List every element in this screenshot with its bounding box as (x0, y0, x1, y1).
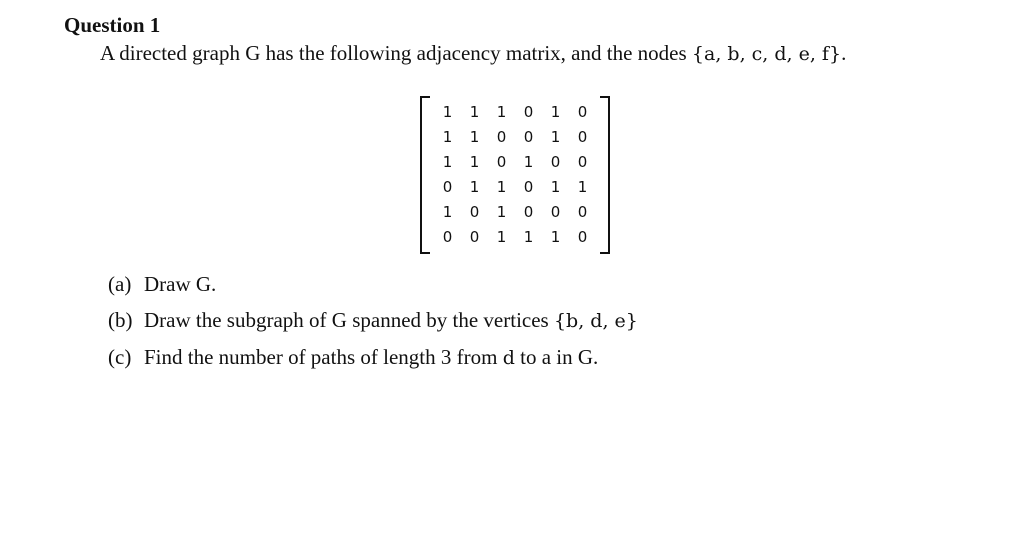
matrix-cell: 0 (442, 178, 453, 196)
matrix-cell: 1 (442, 103, 453, 121)
matrix-cell: 1 (550, 103, 561, 121)
matrix-cell: 0 (577, 153, 588, 171)
question-title: Question 1 (64, 13, 161, 37)
part-label: (b) (108, 308, 133, 332)
question-part (108, 339, 638, 376)
part-text: Draw G. (144, 272, 217, 296)
question-part (108, 266, 638, 302)
question-intro (100, 40, 846, 67)
matrix-right-bracket (600, 96, 610, 254)
matrix-cell: 0 (496, 153, 507, 171)
part-label: (a) (108, 272, 132, 296)
matrix-cell: 1 (469, 153, 480, 171)
part-text: Find the number of paths of length 3 from (144, 345, 503, 369)
matrix-cell: 0 (577, 203, 588, 221)
question-parts (108, 266, 638, 376)
matrix-cell: 1 (469, 103, 480, 121)
matrix-cell: 1 (496, 203, 507, 221)
matrix-cell: 1 (523, 153, 534, 171)
matrix-cell: 1 (550, 128, 561, 146)
matrix-cell: 1 (577, 178, 588, 196)
matrix-cell: 0 (550, 203, 561, 221)
question-intro-period: . (841, 41, 847, 65)
matrix-cell: 0 (523, 203, 534, 221)
part-math: d (502, 347, 515, 369)
matrix-cell: 0 (577, 128, 588, 146)
matrix-cell: 0 (523, 128, 534, 146)
part-text: Draw the subgraph of G spanned by the vertices (144, 308, 554, 332)
matrix-cell: 1 (442, 153, 453, 171)
matrix-cell: 1 (442, 203, 453, 221)
question-part (108, 302, 638, 339)
question-intro-text: A directed graph G has the following adjacency matrix, and the nodes (100, 41, 692, 65)
matrix-cell: 1 (550, 178, 561, 196)
matrix-cell: 0 (469, 228, 480, 246)
matrix-cell: 0 (469, 203, 480, 221)
part-text-suffix: to a in G. (514, 345, 599, 369)
matrix-cell: 1 (496, 103, 507, 121)
matrix-cell: 1 (550, 228, 561, 246)
part-label: (c) (108, 345, 132, 369)
matrix-grid (434, 100, 596, 250)
matrix-cell: 0 (550, 153, 561, 171)
node-set: {a, b, c, d, e, f} (691, 43, 842, 65)
matrix-cell: 0 (523, 178, 534, 196)
matrix-left-bracket (420, 96, 430, 254)
matrix-cell: 1 (469, 128, 480, 146)
matrix-cell: 1 (523, 228, 534, 246)
part-math: {b, d, e} (553, 310, 638, 332)
matrix-cell: 1 (496, 228, 507, 246)
matrix-cell: 0 (523, 103, 534, 121)
matrix-cell: 1 (442, 128, 453, 146)
matrix-cell: 0 (442, 228, 453, 246)
matrix-cell: 1 (469, 178, 480, 196)
matrix-cell: 0 (577, 228, 588, 246)
matrix-cell: 1 (496, 178, 507, 196)
matrix-cell: 0 (496, 128, 507, 146)
adjacency-matrix (420, 96, 610, 254)
matrix-cell: 0 (577, 103, 588, 121)
